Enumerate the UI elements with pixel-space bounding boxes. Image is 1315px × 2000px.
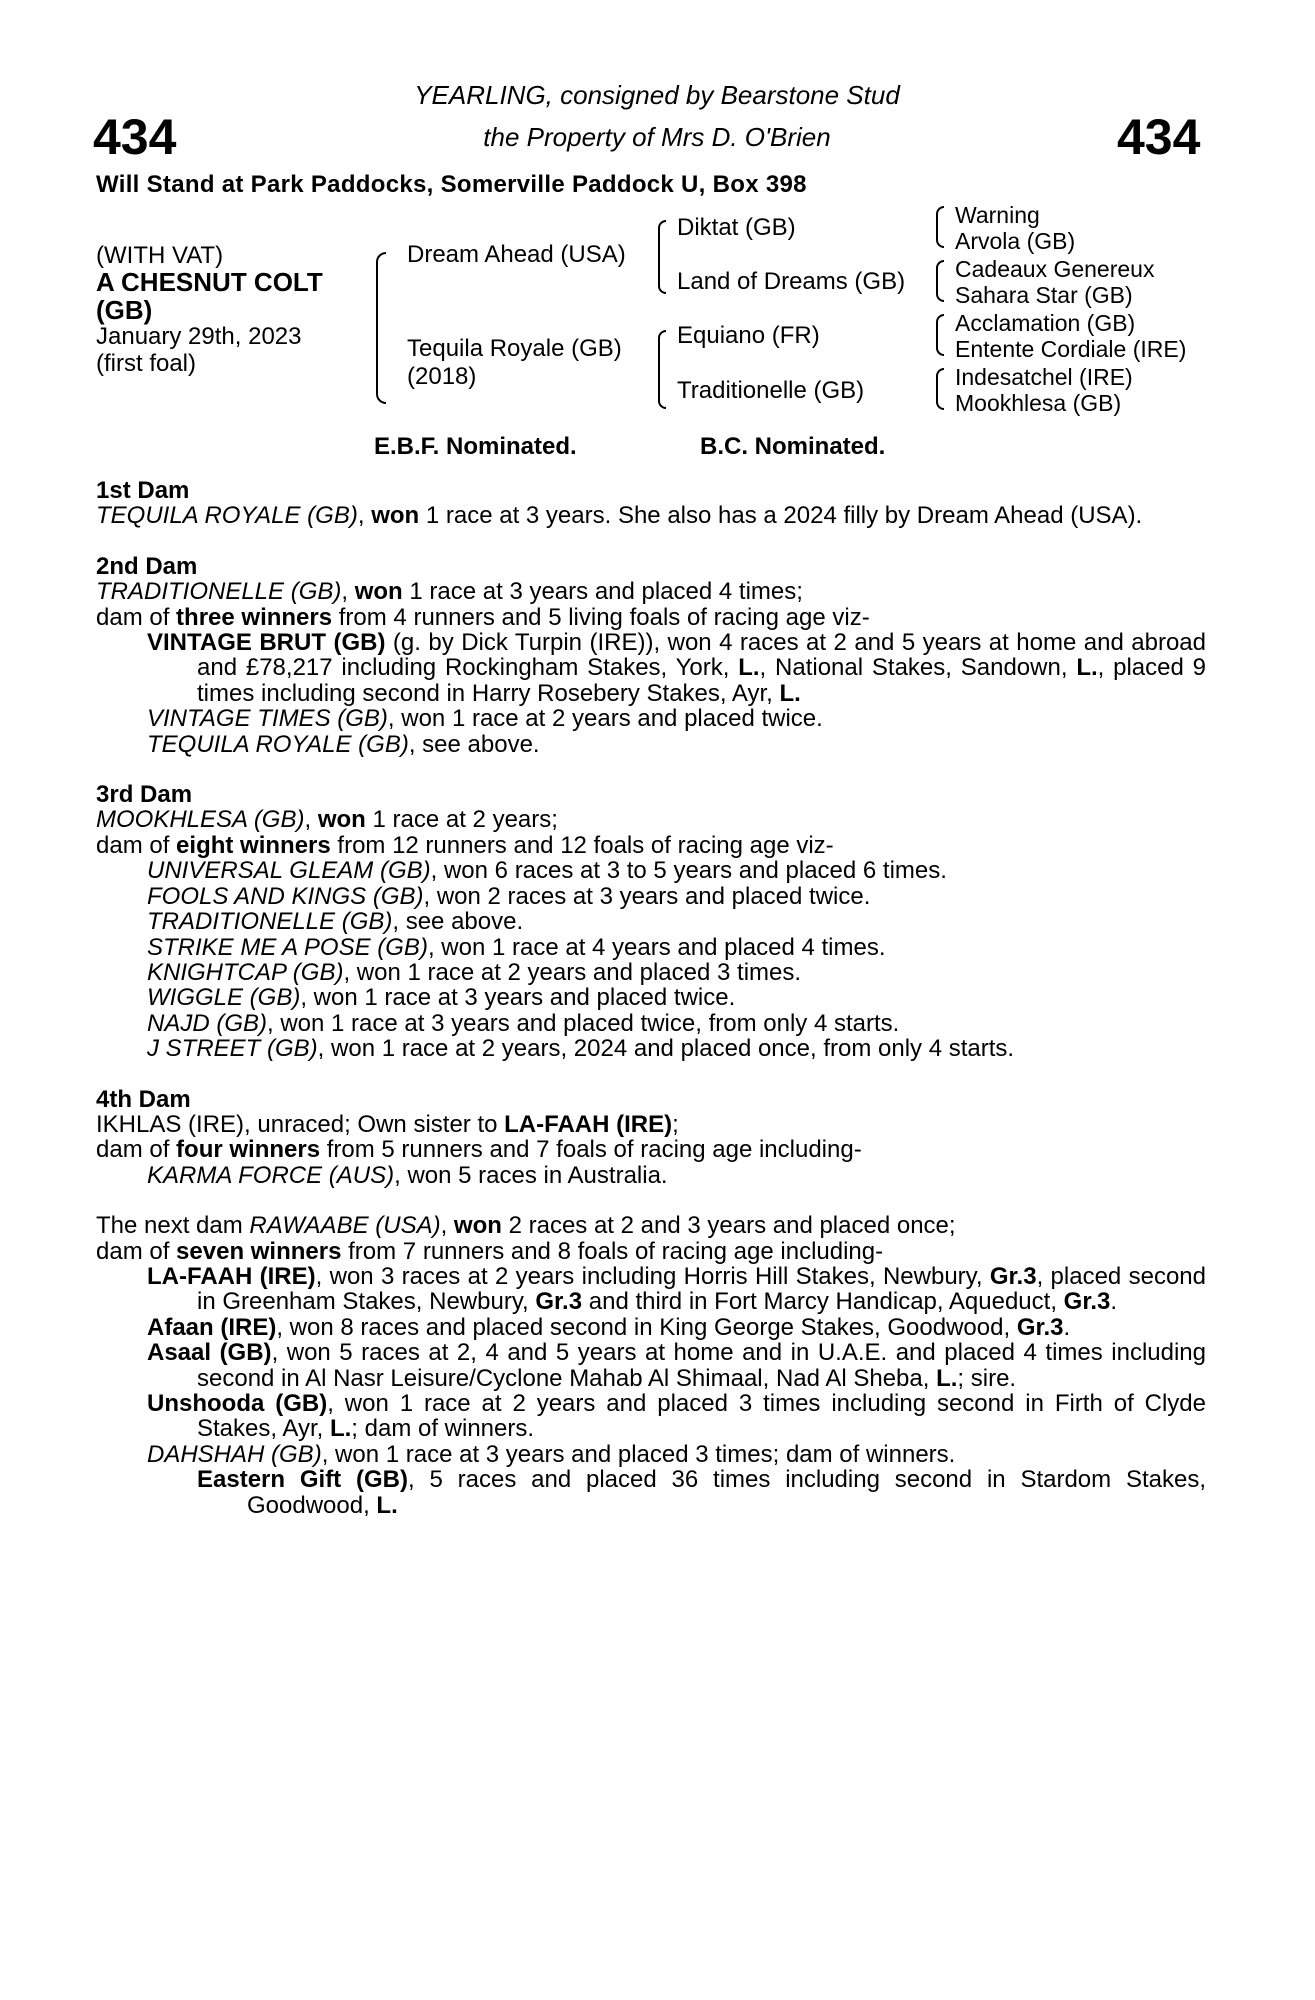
produce-knightcap: KNIGHTCAP (GB), won 1 race at 2 years and placed 3 times. bbox=[147, 958, 802, 986]
ancestor-mookhlesa: Mookhlesa (GB) bbox=[955, 390, 1122, 416]
sire-dam-name: Land of Dreams (GB) bbox=[677, 268, 906, 295]
produce-dahshah: DAHSHAH (GB), won 1 race at 3 years and placed 3 times; dam of winners. bbox=[147, 1440, 956, 1468]
horse-name: A CHESNUT COLT bbox=[96, 267, 323, 297]
ancestor-cadeaux-genereux: Cadeaux Genereux bbox=[955, 256, 1155, 282]
produce-karma-force: KARMA FORCE (AUS), won 5 races in Australia. bbox=[147, 1161, 668, 1189]
ancestor-indesatchel: Indesatchel (IRE) bbox=[955, 364, 1133, 390]
produce-vintage-times: VINTAGE TIMES (GB), won 1 race at 2 years and placed twice. bbox=[147, 705, 823, 733]
second-dam-produce: dam of three winners from 4 runners and 5 living foals of racing age viz- bbox=[96, 603, 870, 631]
sire-sire-name: Diktat (GB) bbox=[677, 214, 796, 241]
ancestor-acclamation: Acclamation (GB) bbox=[955, 310, 1136, 336]
first-dam-text: TEQUILA ROYALE (GB), won 1 race at 3 years. She also has a 2024 filly by Dream Ahead (USA). bbox=[96, 502, 1143, 530]
g3-brace-4 bbox=[936, 368, 944, 410]
bc-nominated: B.C. Nominated. bbox=[700, 433, 886, 460]
third-dam-heading: 3rd Dam bbox=[96, 781, 193, 809]
g3-brace-1 bbox=[936, 206, 944, 248]
lot-number-right: 434 bbox=[1117, 109, 1201, 165]
produce-najd: NAJD (GB), won 1 race at 3 years and placed twice, from only 4 starts. bbox=[147, 1009, 900, 1037]
ancestor-arvola: Arvola (GB) bbox=[955, 228, 1076, 254]
produce-j-street: J STREET (GB), won 1 race at 2 years, 2024 and placed once, from only 4 starts. bbox=[147, 1035, 1015, 1063]
horse-name-country: (GB) bbox=[96, 295, 153, 325]
dam-sire-name: Equiano (FR) bbox=[677, 322, 820, 349]
fourth-dam-text: IKHLAS (IRE), unraced; Own sister to LA-FAAH (IRE); bbox=[96, 1110, 679, 1138]
produce-unshooda: Unshooda (GB), won 1 race at 2 years and placed 3 times including second in Firth of Clyde Stakes, Ayr, L.; dam of winners. bbox=[147, 1390, 1206, 1443]
second-dam-heading: 2nd Dam bbox=[96, 552, 198, 580]
consignment-line-1: YEARLING, consigned by Bearstone Stud bbox=[414, 80, 900, 110]
dam-line-brace bbox=[658, 330, 666, 409]
lot-number-left: 434 bbox=[93, 109, 177, 165]
first-dam-heading: 1st Dam bbox=[96, 477, 190, 504]
produce-wiggle: WIGGLE (GB), won 1 race at 3 years and placed twice. bbox=[147, 984, 736, 1012]
sire-name: Dream Ahead (USA) bbox=[407, 241, 626, 268]
produce-asaal: Asaal (GB), won 5 races at 2, 4 and 5 years at home and in U.A.E. and placed 4 times including second in Al Nasr Leisure/Cyclone Mahab Al Shimaal, Nad Al Sheba, L.; sire. bbox=[147, 1339, 1206, 1392]
foaling-date: January 29th, 2023 bbox=[96, 323, 302, 350]
second-dam-text: TRADITIONELLE (GB), won 1 race at 3 years and placed 4 times; bbox=[96, 578, 803, 606]
next-dam-produce: dam of seven winners from 7 runners and 8 foals of racing age including- bbox=[96, 1237, 884, 1265]
produce-la-faah: LA-FAAH (IRE), won 3 races at 2 years including Horris Hill Stakes, Newbury, Gr.3, placed second in Greenham Stakes, Newbury, Gr.3 and third in Fort Marcy Handicap, Aqueduct, Gr.3. bbox=[147, 1262, 1206, 1316]
fourth-dam-heading: 4th Dam bbox=[96, 1085, 191, 1113]
produce-universal-gleam: UNIVERSAL GLEAM (GB), won 6 races at 3 to 5 years and placed 6 times. bbox=[147, 857, 947, 885]
fourth-dam-produce: dam of four winners from 5 runners and 7 foals of racing age including- bbox=[96, 1136, 862, 1164]
pedigree-main-brace bbox=[376, 252, 386, 404]
ancestor-sahara-star: Sahara Star (GB) bbox=[955, 282, 1133, 308]
location-line: Will Stand at Park Paddocks, Somerville Paddock U, Box 398 bbox=[96, 171, 807, 198]
produce-vintage-brut: VINTAGE BRUT (GB) (g. by Dick Turpin (IRE)), won 4 races at 2 and 5 years at home and abroad and £78,217 including Rockingham Stakes, York, L., National Stakes, Sandown, L., placed 9 times including second in Harry Rosebery Stakes, Ayr, L. bbox=[147, 629, 1207, 707]
produce-tequila-royale: TEQUILA ROYALE (GB), see above. bbox=[147, 730, 540, 758]
g3-brace-3 bbox=[936, 314, 944, 356]
produce-fools-and-kings: FOOLS AND KINGS (GB), won 2 races at 3 years and placed twice. bbox=[147, 882, 871, 910]
produce-eastern-gift: Eastern Gift (GB), 5 races and placed 36 times including second in Stardom Stakes, Goodwood, L. bbox=[197, 1466, 1206, 1519]
g3-brace-2 bbox=[936, 260, 944, 302]
ancestor-warning: Warning bbox=[955, 202, 1040, 228]
consignment-line-2: the Property of Mrs D. O'Brien bbox=[483, 122, 831, 152]
first-foal-note: (first foal) bbox=[96, 350, 197, 377]
ancestor-entente-cordiale: Entente Cordiale (IRE) bbox=[955, 336, 1187, 362]
dam-name: Tequila Royale (GB) bbox=[407, 335, 622, 362]
next-dam-text: The next dam RAWAABE (USA), won 2 races at 2 and 3 years and placed once; bbox=[96, 1212, 956, 1240]
third-dam-produce: dam of eight winners from 12 runners and 12 foals of racing age viz- bbox=[96, 831, 834, 859]
produce-afaan: Afaan (IRE), won 8 races and placed second in King George Stakes, Goodwood, Gr.3. bbox=[147, 1313, 1071, 1341]
sire-line-brace bbox=[658, 220, 666, 294]
ebf-nominated: E.B.F. Nominated. bbox=[374, 433, 577, 460]
produce-strike-me-a-pose: STRIKE ME A POSE (GB), won 1 race at 4 years and placed 4 times. bbox=[147, 933, 886, 961]
dam-foaled-year: (2018) bbox=[407, 363, 477, 390]
dam-dam-name: Traditionelle (GB) bbox=[677, 377, 865, 404]
third-dam-text: MOOKHLESA (GB), won 1 race at 2 years; bbox=[96, 806, 558, 834]
produce-traditionelle: TRADITIONELLE (GB), see above. bbox=[147, 908, 524, 936]
catalogue-body bbox=[96, 478, 1206, 1518]
vat-note: (WITH VAT) bbox=[96, 242, 224, 269]
